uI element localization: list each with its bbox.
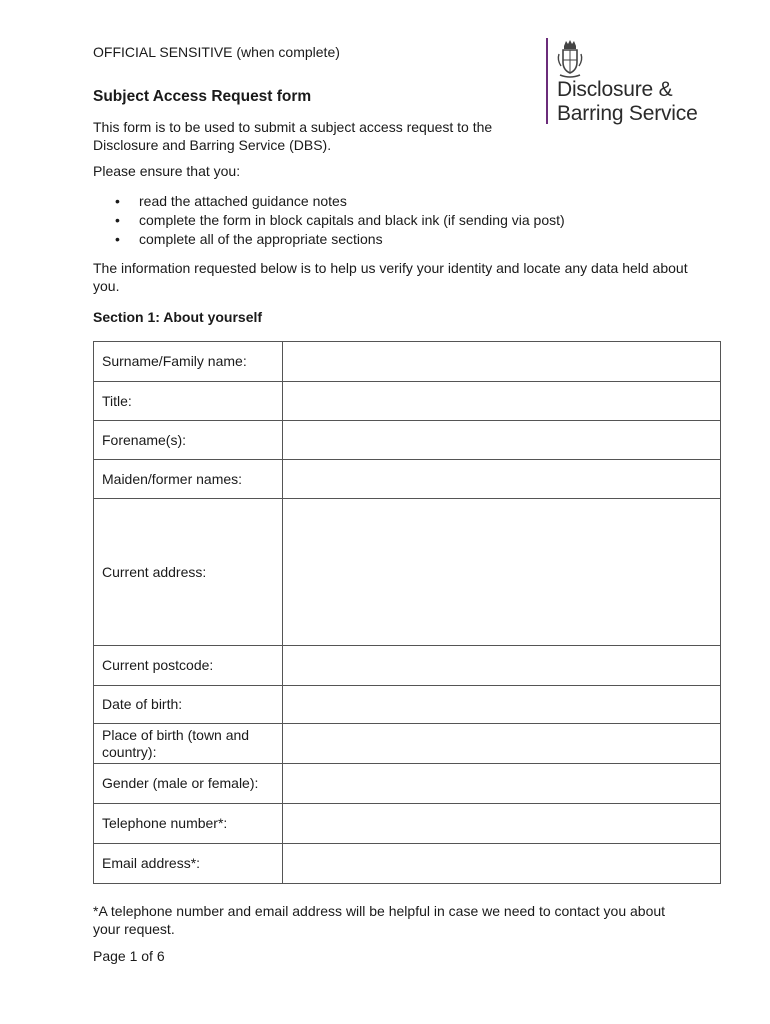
table-row <box>94 421 721 460</box>
telephone-field[interactable] <box>283 804 721 844</box>
table-row <box>94 844 721 884</box>
date-of-birth-label: Date of birth: <box>94 686 283 724</box>
logo-wordmark <box>557 78 698 126</box>
table-row <box>94 460 721 499</box>
logo-line-2: Barring Service <box>557 102 698 125</box>
current-address-label: Current address: <box>94 499 283 646</box>
gender-label: Gender (male or female): <box>94 764 283 804</box>
surname-label: Surname/Family name: <box>94 342 283 382</box>
table-row <box>94 686 721 724</box>
logo-divider-bar <box>546 38 548 124</box>
gender-field[interactable] <box>283 764 721 804</box>
table-row <box>94 382 721 421</box>
form-title: Subject Access Request form <box>93 88 312 105</box>
table-row <box>94 499 721 646</box>
about-yourself-table <box>93 341 721 884</box>
page-number: Page 1 of 6 <box>93 948 165 964</box>
place-of-birth-label: Place of birth (town and country): <box>94 724 283 764</box>
surname-field[interactable] <box>283 342 721 382</box>
place-of-birth-field[interactable] <box>283 724 721 764</box>
royal-crest-icon <box>556 38 584 80</box>
email-label: Email address*: <box>94 844 283 884</box>
list-item: • read the attached guidance notes <box>93 192 565 211</box>
title-field[interactable] <box>283 382 721 421</box>
table-row <box>94 342 721 382</box>
title-label: Title: <box>94 382 283 421</box>
table-row <box>94 646 721 686</box>
table-row <box>94 804 721 844</box>
forenames-label: Forename(s): <box>94 421 283 460</box>
classification-marking: OFFICIAL SENSITIVE (when complete) <box>93 44 340 60</box>
logo-line-1: Disclosure & <box>557 78 673 101</box>
ensure-heading: Please ensure that you: <box>93 163 241 179</box>
instructions-list <box>93 192 565 249</box>
dbs-logo <box>546 38 746 128</box>
email-field[interactable] <box>283 844 721 884</box>
section-heading: Section 1: About yourself <box>93 309 263 325</box>
telephone-label: Telephone number*: <box>94 804 283 844</box>
table-row <box>94 724 721 764</box>
current-address-field[interactable] <box>283 499 721 646</box>
footnote: *A telephone number and email address will be helpful in case we need to contact you about your request. <box>93 903 666 937</box>
info-paragraph: The information requested below is to help us verify your identity and locate any data held about you. <box>93 260 688 294</box>
maiden-names-label: Maiden/former names: <box>94 460 283 499</box>
forenames-field[interactable] <box>283 421 721 460</box>
postcode-label: Current postcode: <box>94 646 283 686</box>
intro-paragraph: This form is to be used to submit a subject access request to the Disclosure and Barring Service (DBS). <box>93 119 493 153</box>
date-of-birth-field[interactable] <box>283 686 721 724</box>
list-item: • complete all of the appropriate sections <box>93 230 565 249</box>
maiden-names-field[interactable] <box>283 460 721 499</box>
postcode-field[interactable] <box>283 646 721 686</box>
list-item: • complete the form in block capitals and black ink (if sending via post) <box>93 211 565 230</box>
table-row <box>94 764 721 804</box>
